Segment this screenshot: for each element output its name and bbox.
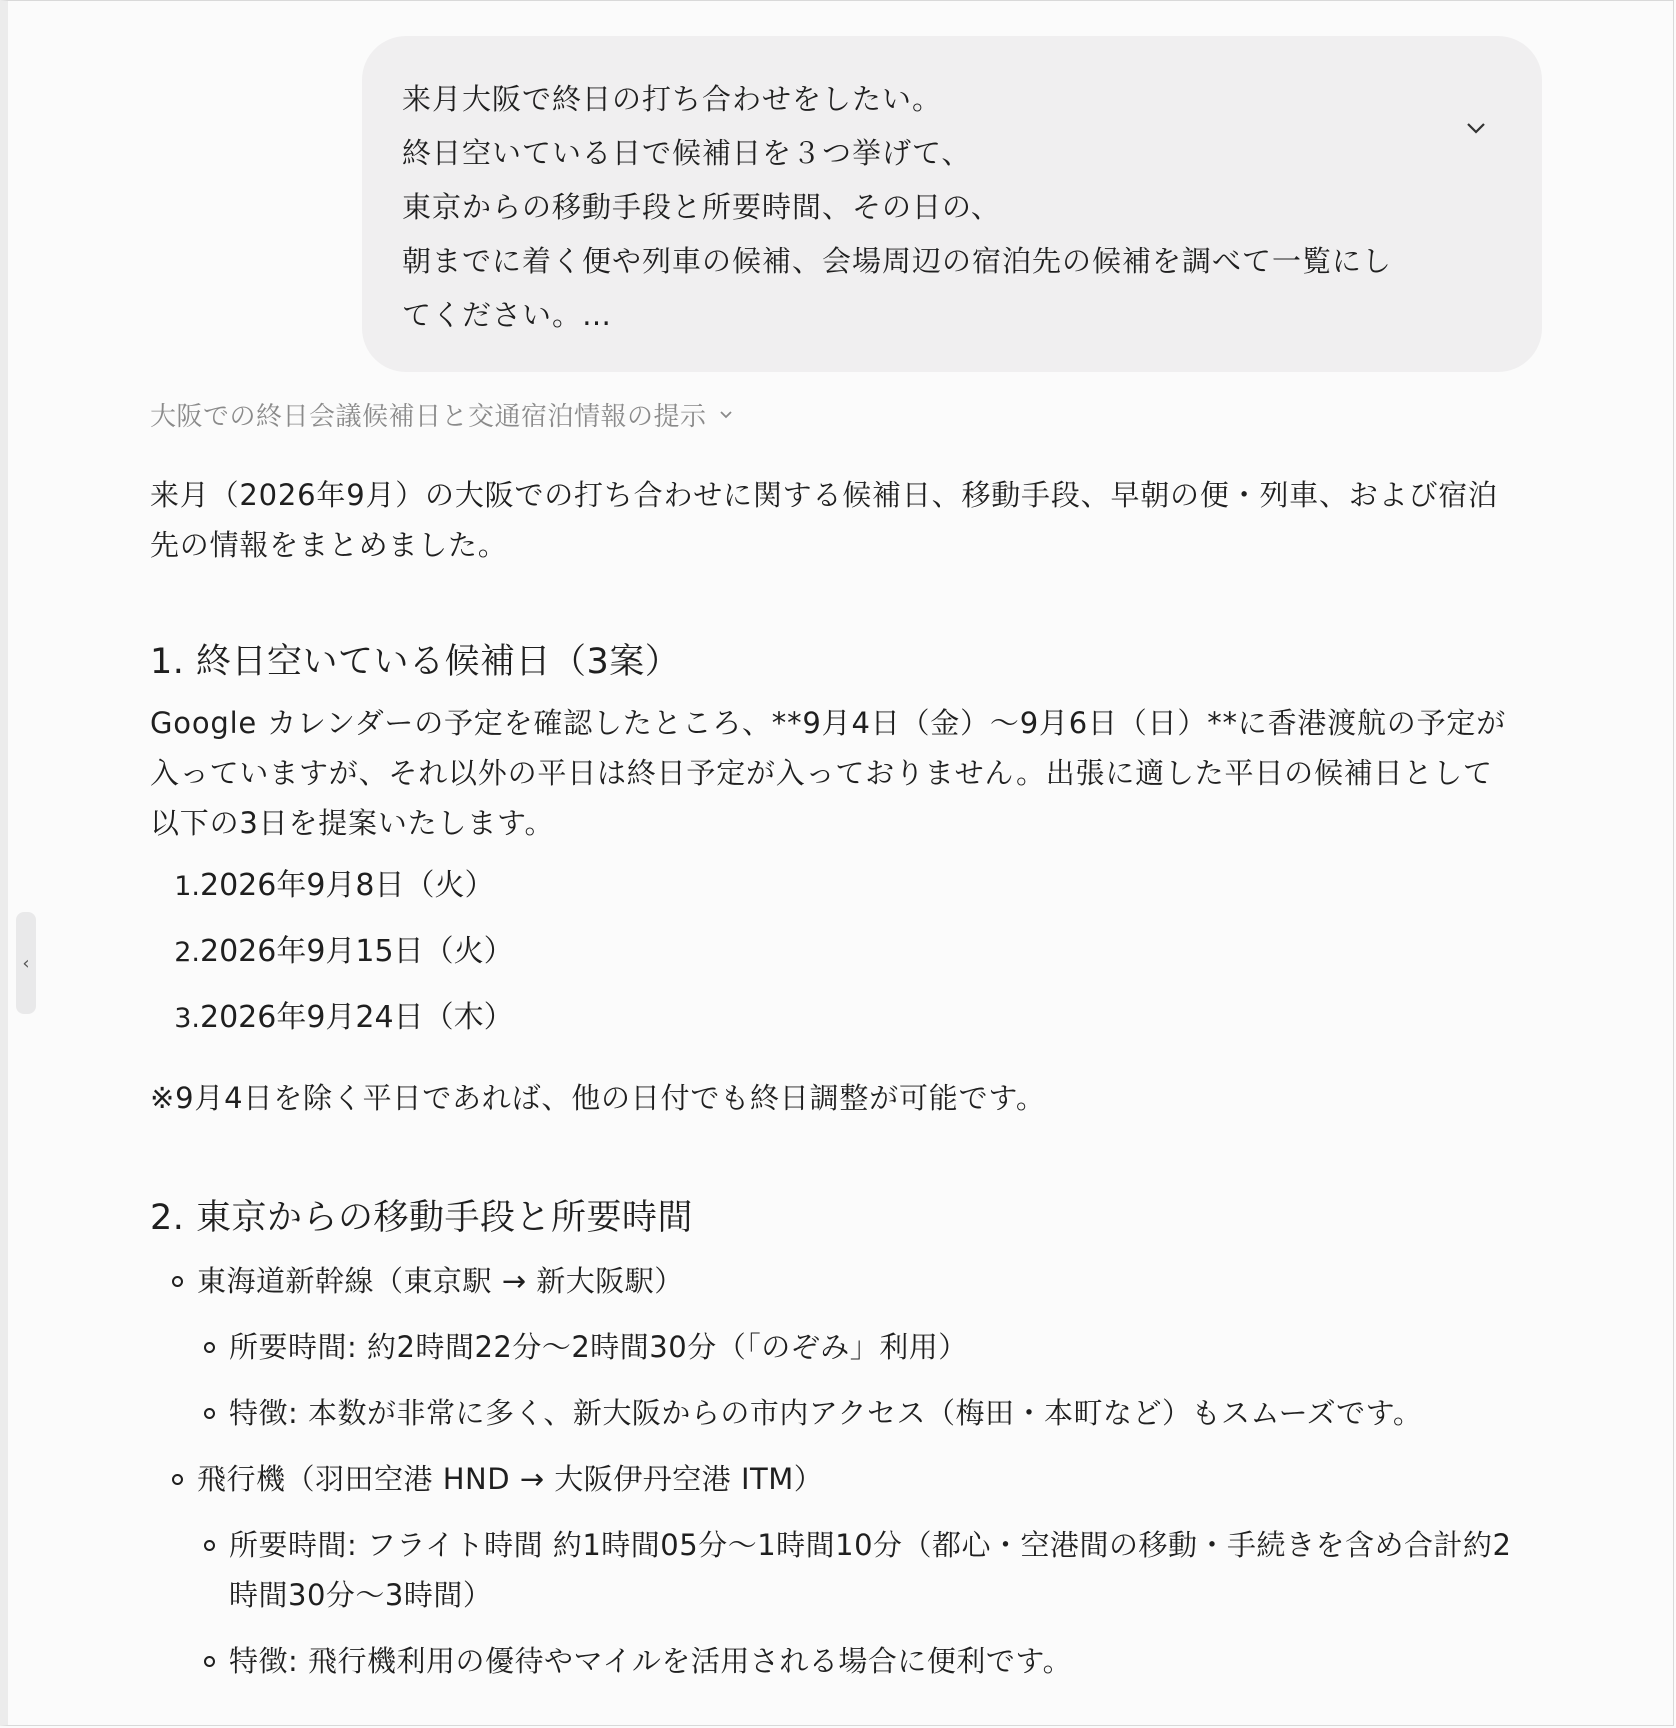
bullet-icon [204,1408,215,1419]
response-intro: 来月（2026年9月）の大阪での打ち合わせに関する候補日、移動手段、早朝の便・列車、および宿泊先の情報をまとめました。 [150,478,1498,562]
transport-feature: 特徴: 飛行機利用の優待やマイルを活用される場合に便利です。 [229,1644,1073,1678]
transport-time: 所要時間: フライト時間 約1時間05分〜1時間10分（都心・空港間の移動・手続きを含め合計約2時間30分〜3時間） [229,1528,1512,1612]
thought-title: 大阪での終日会議候補日と交通宿泊情報の提示 [150,402,707,432]
section-heading: 1. 終日空いている候補日（3案） [150,642,681,682]
list-item [150,1256,1520,1306]
thought-summary-toggle[interactable] [150,396,733,433]
list-item [182,1636,1520,1686]
transport-list [150,1256,1520,1702]
candidate-date: 2026年9月24日（木） [200,1000,514,1035]
transport-option-title: 東海道新幹線（東京駅 → 新大阪駅） [197,1264,684,1298]
bullet-icon [204,1656,215,1667]
section-heading: 2. 東京からの移動手段と所要時間 [150,1198,694,1238]
response-content [150,470,1520,1678]
user-message-line: 朝までに着く便や列車の候補、会場周辺の宿泊先の候補を調べて一覧にし [402,244,1393,278]
chevron-left-icon: ‹ [22,952,30,974]
list-item [182,1520,1520,1620]
expand-message-button[interactable] [1462,114,1490,142]
bullet-icon [172,1276,183,1287]
candidate-date: 2026年9月8日（火） [200,868,495,903]
bullet-icon [204,1342,215,1353]
transport-time: 所要時間: 約2時間22分〜2時間30分（「のぞみ」利用） [229,1330,968,1364]
list-item [150,860,514,926]
user-message-line: 終日空いている日で候補日を３つ挙げて、 [402,136,972,170]
list-item [182,1388,1520,1438]
chevron-down-icon [719,410,733,419]
transport-feature: 特徴: 本数が非常に多く、新大阪からの市内アクセス（梅田・本町など）もスムーズです。 [229,1396,1423,1430]
list-number: 3. [174,1003,200,1034]
user-message-line: てください。… [402,298,613,332]
section-paragraph: Google カレンダーの予定を確認したところ、**9月4日（金）〜9月6日（日）**に香港渡航の予定が入っていますが、それ以外の平日は終日予定が入っておりません。出張に適した平日の候補日として以下の3日を提案いたします。 [150,706,1507,840]
user-message-line: 来月大阪で終日の打ち合わせをしたい。 [402,82,943,116]
bullet-icon [204,1540,215,1551]
availability-note: ※9月4日を除く平日であれば、他の日付でも終日調整が可能です。 [150,1081,1046,1115]
list-item [150,1454,1520,1504]
list-number: 2. [174,937,200,968]
bullet-icon [172,1474,183,1485]
list-item [150,992,514,1058]
list-item [182,1322,1520,1372]
transport-option-title: 飛行機（羽田空港 HND → 大阪伊丹空港 ITM） [197,1462,824,1496]
user-message-line: 東京からの移動手段と所要時間、その日の、 [402,190,1001,224]
list-number: 1. [174,871,200,902]
user-message-bubble [362,36,1542,372]
candidate-date: 2026年9月15日（火） [200,934,514,969]
chevron-down-icon [1466,122,1486,134]
list-item [150,926,514,992]
candidate-date-list [150,860,514,1058]
sidebar-toggle[interactable] [16,912,36,1014]
